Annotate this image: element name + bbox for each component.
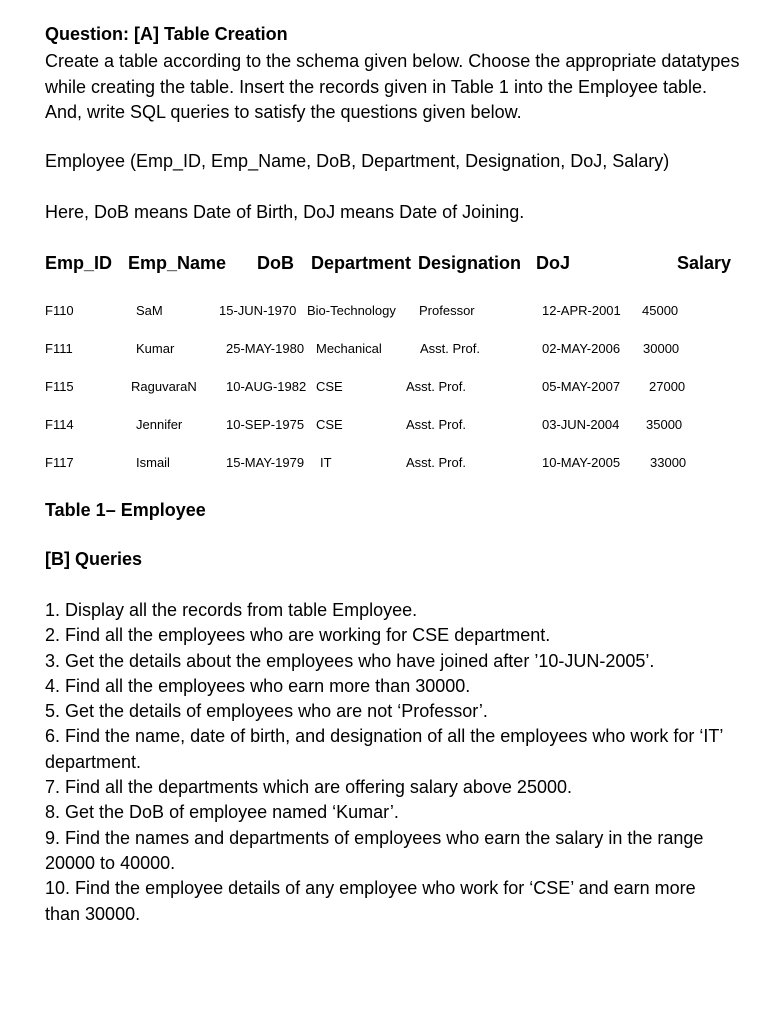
cell-department: CSE bbox=[316, 379, 343, 394]
cell-department: Mechanical bbox=[316, 341, 382, 356]
query-item: 2. Find all the employees who are working for CSE department. bbox=[45, 625, 551, 646]
cell-dob: 10-SEP-1975 bbox=[226, 417, 305, 432]
cell-designation: Asst. Prof. bbox=[420, 341, 480, 356]
query-item: 9. Find the names and departments of employees who earn the salary in the range 20000 to 40000. bbox=[45, 827, 704, 873]
abbreviation-note: Here, DoB means Date of Birth, DoJ means Date of Joining. bbox=[45, 202, 525, 222]
cell-designation: Asst. Prof. bbox=[406, 455, 466, 470]
cell-doj: 05-MAY-2007 bbox=[542, 379, 621, 394]
cell-emp-id: F114 bbox=[45, 417, 74, 432]
question-instructions: Create a table according to the schema given below. Choose the appropriate datatypes while creating the table. Insert the records given in Table 1 into the Employee table. And, write SQL queries to satisfy the questions given below. bbox=[45, 51, 740, 122]
query-item: 4. Find all the employees who earn more than 30000. bbox=[45, 675, 471, 696]
cell-doj: 03-JUN-2004 bbox=[542, 417, 620, 432]
question-title: Question: [A] Table Creation bbox=[45, 24, 288, 44]
cell-department: IT bbox=[320, 455, 332, 470]
header-salary: Salary bbox=[677, 253, 732, 273]
query-item: 3. Get the details about the employees who have joined after ’10-JUN-2005’. bbox=[45, 650, 655, 671]
cell-dob: 15-MAY-1979 bbox=[226, 455, 305, 470]
query-item: 5. Get the details of employees who are not ‘Professor’. bbox=[45, 701, 488, 722]
cell-designation: Asst. Prof. bbox=[406, 417, 466, 432]
cell-emp-name: Jennifer bbox=[136, 417, 183, 432]
cell-dob: 15-JUN-1970 bbox=[219, 303, 297, 318]
header-emp-id: Emp_ID bbox=[45, 253, 113, 273]
cell-designation: Professor bbox=[419, 303, 475, 318]
cell-designation: Asst. Prof. bbox=[406, 379, 466, 394]
cell-department: CSE bbox=[316, 417, 343, 432]
cell-doj: 10-MAY-2005 bbox=[542, 455, 621, 470]
cell-doj: 12-APR-2001 bbox=[542, 303, 621, 318]
cell-emp-id: F117 bbox=[45, 455, 74, 470]
query-item: 6. Find the name, date of birth, and designation of all the employees who work for ‘IT’ department. bbox=[45, 726, 723, 772]
query-item: 8. Get the DoB of employee named ‘Kumar’. bbox=[45, 802, 399, 823]
schema-definition: Employee (Emp_ID, Emp_Name, DoB, Department, Designation, DoJ, Salary) bbox=[45, 151, 670, 171]
query-item: 7. Find all the departments which are offering salary above 25000. bbox=[45, 777, 572, 798]
cell-dob: 10-AUG-1982 bbox=[226, 379, 307, 394]
cell-emp-id: F115 bbox=[45, 379, 74, 394]
queries-list bbox=[45, 598, 735, 927]
cell-emp-id: F111 bbox=[45, 341, 73, 356]
table-caption: Table 1– Employee bbox=[45, 500, 206, 520]
cell-doj: 02-MAY-2006 bbox=[542, 341, 621, 356]
queries-title: [B] Queries bbox=[45, 549, 143, 569]
cell-emp-name: SaM bbox=[136, 303, 163, 318]
query-item: 10. Find the employee details of any employee who work for ‘CSE’ and earn more than 30000. bbox=[45, 878, 696, 924]
cell-department: Bio-Technology bbox=[307, 303, 396, 318]
header-emp-name: Emp_Name bbox=[128, 253, 227, 273]
cell-emp-name: Ismail bbox=[136, 455, 170, 470]
header-department: Department bbox=[311, 253, 412, 273]
cell-salary: 35000 bbox=[646, 417, 683, 432]
cell-salary: 30000 bbox=[643, 341, 680, 356]
header-dob: DoB bbox=[257, 253, 294, 273]
header-designation: Designation bbox=[418, 253, 522, 273]
cell-salary: 33000 bbox=[650, 455, 687, 470]
cell-emp-id: F110 bbox=[45, 303, 74, 318]
query-item: 1. Display all the records from table Employee. bbox=[45, 600, 418, 620]
cell-salary: 45000 bbox=[642, 303, 679, 318]
cell-salary: 27000 bbox=[649, 379, 686, 394]
cell-dob: 25-MAY-1980 bbox=[226, 341, 305, 356]
header-doj: DoJ bbox=[536, 253, 571, 273]
cell-emp-name: Kumar bbox=[136, 341, 175, 356]
cell-emp-name: RaguvaraN bbox=[131, 379, 197, 394]
